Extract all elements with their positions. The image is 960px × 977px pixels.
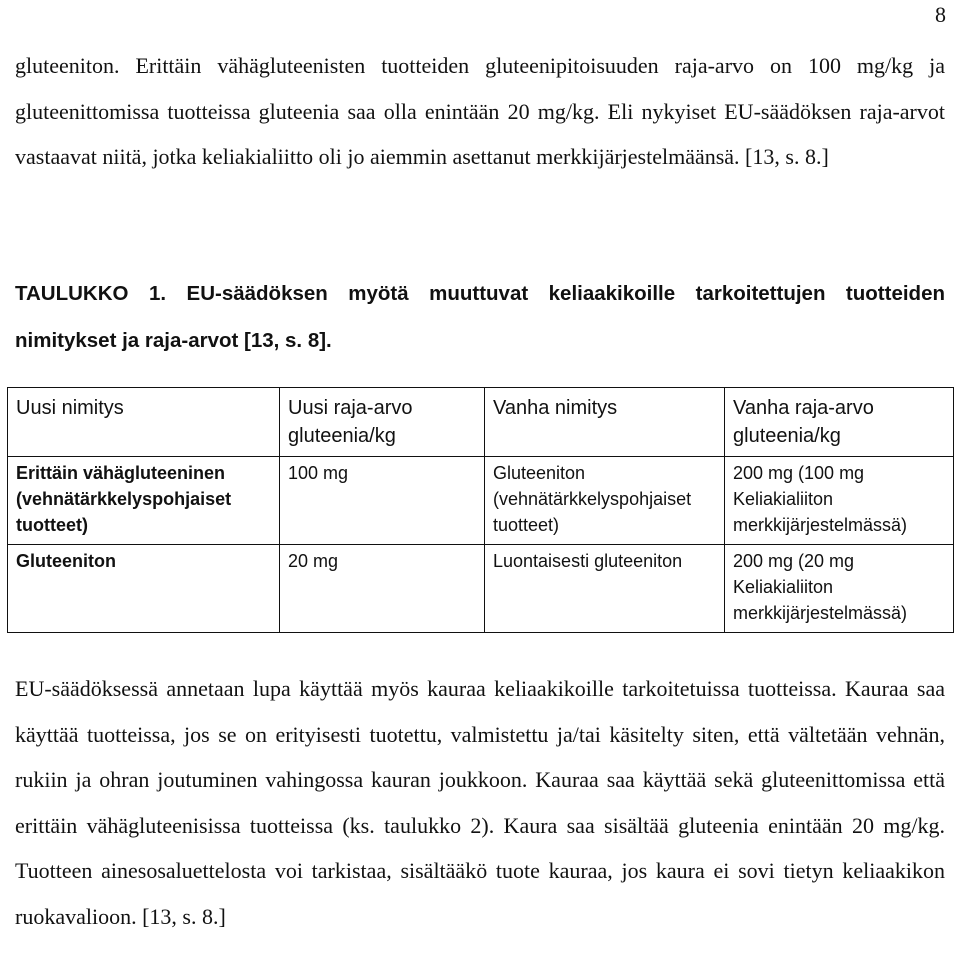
header-old-name: Vanha nimitys [485, 388, 725, 457]
header-new-name: Uusi nimitys [8, 388, 280, 457]
body-paragraph-2: EU-säädöksessä annetaan lupa käyttää myös kauraa keliaakikoille tarkoitetuissa tuotteissa. Kauraa saa käyttää tuotteissa, jos se on erityisesti tuotettu, valmistettu ja/tai käsitelty siten, että vältetään vehnän, rukiin ja ohran joutuminen vahingossa kauran joukkoon. Kauraa saa käyttää sekä gluteenittomissa että erittäin vähägluteenisissa tuotteissa (ks. taulukko 2). Kaura saa sisältää gluteenia enintään 20 mg/kg. Tuotteen ainesosaluettelosta voi tarkistaa, sisältääkö tuote kauraa, jos kaura ei sovi tietyn keliaakikon ruokavalioon. [13, s. 8.] [15, 676, 945, 929]
page-number: 8 [935, 2, 946, 27]
cell-old-limit: 200 mg (100 mg Keliakialiiton merkkijärjestelmässä) [725, 457, 954, 545]
cell-new-limit: 20 mg [280, 545, 485, 633]
cell-old-name: Gluteeniton (vehnätärkkelyspohjaiset tuotteet) [485, 457, 725, 545]
table-header-row [8, 388, 954, 457]
table-row [8, 545, 954, 633]
cell-old-name: Luontaisesti gluteeniton [485, 545, 725, 633]
cell-new-name: Erittäin vähägluteeninen (vehnätärkkelyspohjaiset tuotteet) [8, 457, 280, 545]
header-old-limit: Vanha raja-arvo gluteenia/kg [725, 388, 954, 457]
header-new-limit: Uusi raja-arvo gluteenia/kg [280, 388, 485, 457]
nomenclature-table [7, 387, 954, 633]
cell-new-name: Gluteeniton [8, 545, 280, 633]
cell-new-limit: 100 mg [280, 457, 485, 545]
table-row [8, 457, 954, 545]
cell-old-limit: 200 mg (20 mg Keliakialiiton merkkijärjestelmässä) [725, 545, 954, 633]
table-caption: TAULUKKO 1. EU-säädöksen myötä muuttuvat keliaakikoille tarkoitettujen tuotteiden nimitykset ja raja-arvot [13, s. 8]. [15, 282, 945, 352]
body-paragraph-1: gluteeniton. Erittäin vähägluteenisten tuotteiden gluteenipitoisuuden raja-arvo on 100 mg/kg ja gluteenittomissa tuotteissa gluteenia saa olla enintään 20 mg/kg. Eli nykyiset EU-säädöksen raja-arvot vastaavat niitä, jotka keliakialiitto oli jo aiemmin asettanut merkkijärjestelmäänsä. [13, s. 8.] [15, 53, 945, 169]
